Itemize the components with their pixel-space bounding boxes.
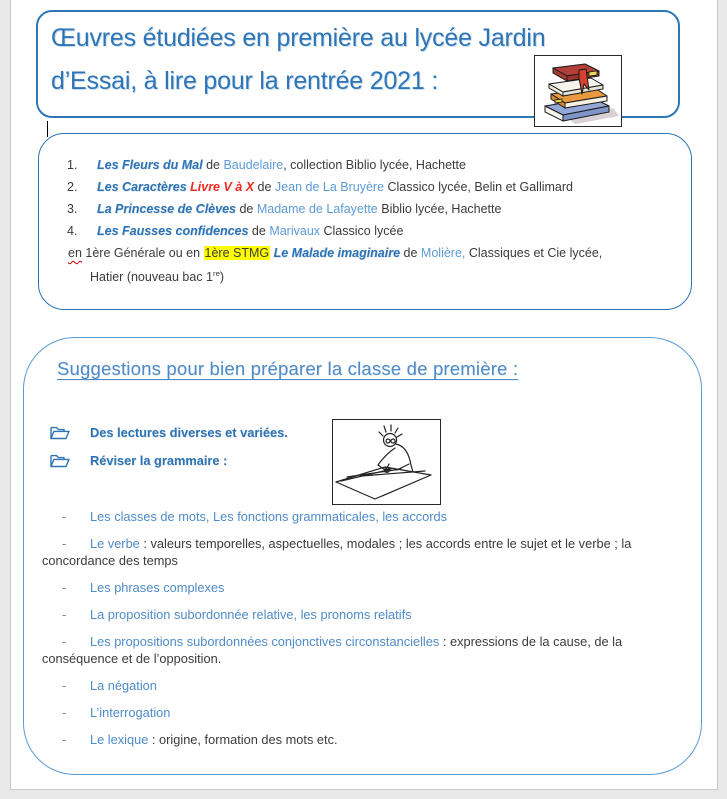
grammar-topic-detail: : valeurs temporelles, aspectuelles, modales ; les accords entre le sujet et le verbe ; la concordance des temps [42, 536, 632, 568]
book-title: Les Fleurs du Mal [97, 158, 203, 172]
bullet-label: Réviser la grammaire : [90, 453, 228, 468]
dash-bullet: - [62, 580, 67, 595]
dash-bullet: - [62, 678, 67, 693]
publisher-text: ) [219, 270, 225, 285]
book-edition: , collection Biblio lycée, Hachette [283, 158, 466, 172]
dash-list [42, 508, 692, 758]
dash-bullet: - [62, 732, 67, 747]
person-writing-image [332, 419, 441, 505]
list-continuation-line [90, 264, 691, 287]
book-edition: Classico lycée [320, 224, 404, 238]
reading-list-item [39, 220, 691, 242]
list-text [97, 220, 691, 242]
bullet-list [50, 424, 288, 480]
bullet-item [50, 452, 288, 469]
book-title: Les Fausses confidences [97, 224, 249, 238]
book-title: Le Malade imaginaire [270, 246, 401, 260]
spellcheck-word: en [68, 246, 82, 260]
open-folder-icon [50, 426, 70, 440]
reading-list-item [39, 176, 691, 198]
dash-bullet: - [62, 607, 67, 622]
list-number: 3. [67, 202, 78, 216]
book-edition: Classiques et Cie lycée, [465, 246, 603, 260]
person-writing-icon [333, 420, 440, 504]
grammar-topic: Le verbe [90, 536, 140, 551]
bullet-label: Des lectures diverses et variées. [90, 425, 288, 440]
continuation-text: 1ère Générale ou en [81, 246, 204, 260]
book-author: Molière, [420, 246, 466, 260]
bullet-item [50, 424, 288, 441]
connector: de [248, 224, 270, 238]
suggestions-heading: Suggestions pour bien préparer la classe de première : [57, 358, 519, 379]
reading-list-item [39, 154, 691, 176]
list-text [97, 154, 691, 176]
dash-list-item [42, 731, 692, 748]
reading-list-item [39, 198, 691, 220]
list-continuation-line [68, 242, 691, 264]
grammar-topic: Les propositions subordonnées conjonctives circonstancielles [90, 634, 440, 649]
dash-list-item [42, 508, 692, 525]
book-author: Baudelaire [223, 158, 284, 172]
book-author: Marivaux [269, 224, 321, 238]
document-page [10, 0, 718, 790]
grammar-topic: Les phrases complexes [90, 580, 225, 595]
grammar-topic: Le lexique [90, 732, 149, 747]
book-title: Les Caractères [97, 180, 187, 194]
dash-bullet: - [62, 705, 67, 720]
dash-list-item [42, 704, 692, 721]
book-edition: Biblio lycée, Hachette [377, 202, 502, 216]
grammar-topic: Les classes de mots, Les fonctions grammaticales, les accords [90, 509, 448, 524]
book-subtitle-red: Livre V à X [186, 180, 255, 194]
dash-list-item [42, 677, 692, 694]
list-text [97, 198, 691, 220]
publisher-text: Hatier (nouveau bac 1 [90, 270, 213, 285]
ordinal-superscript: re [213, 269, 220, 278]
reading-list-box [38, 133, 692, 310]
suggestions-box [23, 337, 702, 775]
dash-bullet: - [62, 634, 67, 649]
grammar-topic-detail: : origine, formation des mots etc. [148, 732, 338, 747]
highlighted-text: 1ère STMG [204, 246, 270, 260]
dash-list-item [42, 606, 692, 623]
connector: de [235, 202, 257, 216]
dash-list-item [42, 579, 692, 596]
dash-list-item [42, 633, 692, 667]
open-folder-icon [50, 454, 70, 468]
connector: de [202, 158, 224, 172]
books-stack-icon [535, 56, 621, 126]
books-stack-image [534, 55, 622, 127]
connector: de [254, 180, 275, 194]
list-number: 1. [67, 158, 78, 172]
grammar-topic: La proposition subordonnée relative, les pronoms relatifs [90, 607, 412, 622]
dash-list-item [42, 535, 692, 569]
dash-bullet: - [62, 509, 67, 524]
page-title: Œuvres étudiées en première au lycée Jardin d’Essai, à lire pour la rentrée 2021 : [51, 24, 546, 95]
list-number: 2. [67, 180, 78, 194]
book-edition: Classico lycée, Belin et Gallimard [384, 180, 573, 194]
dash-bullet: - [62, 536, 67, 551]
text-cursor [47, 121, 48, 137]
connector: de [400, 246, 421, 260]
book-author: Jean de La Bruyère [274, 180, 385, 194]
book-author: Madame de Lafayette [256, 202, 378, 216]
grammar-topic-detail: : expressions de la cause, de la conséquence et de l’opposition. [42, 634, 623, 666]
grammar-topic: La négation [90, 678, 157, 693]
grammar-topic: L’interrogation [90, 705, 171, 720]
list-number: 4. [67, 224, 78, 238]
list-text [97, 176, 691, 198]
title-box [36, 10, 680, 118]
book-title: La Princesse de Clèves [97, 202, 236, 216]
